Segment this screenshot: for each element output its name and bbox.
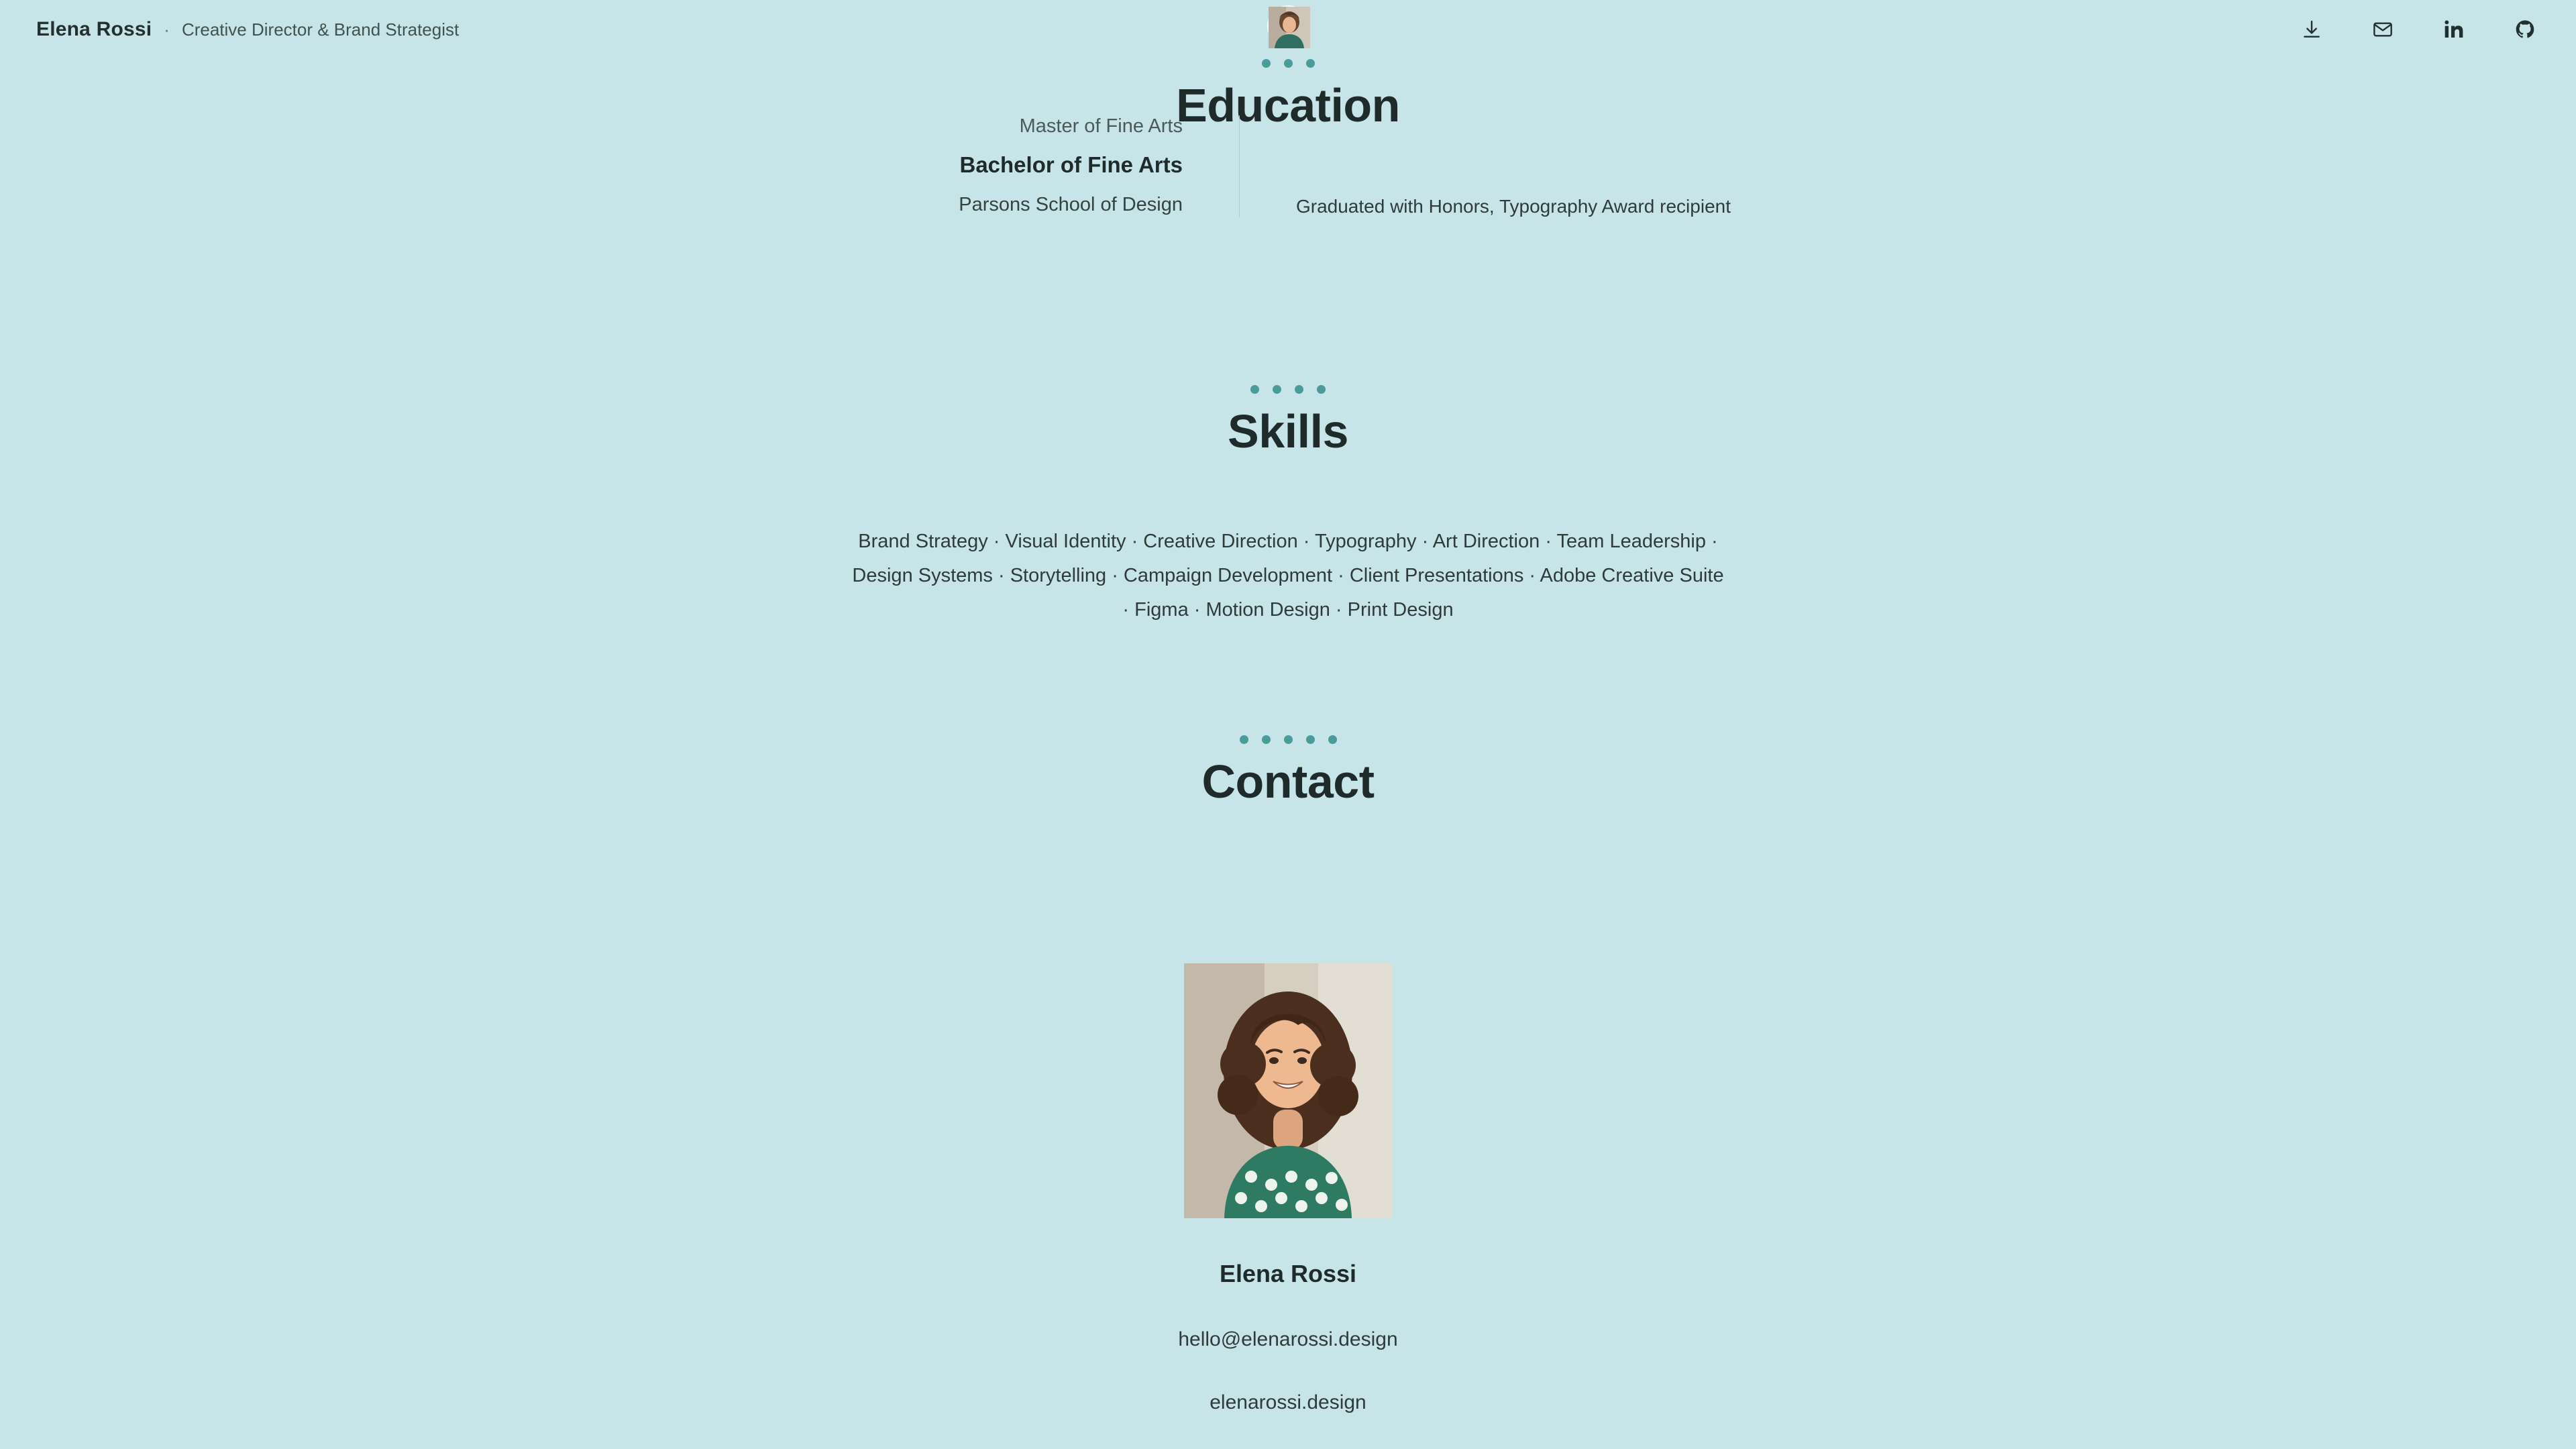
brand-separator: · <box>164 19 170 40</box>
education-degree-ghost: Master of Fine Arts <box>1019 115 1183 137</box>
brand <box>36 18 459 41</box>
dot <box>1240 735 1248 744</box>
skills-list: Brand Strategy · Visual Identity · Creative Direction · Typography · Art Direction · Team Leadership · Design Systems · Storytelling · Campaign Development · Client Presentations · Adobe Creative Suite · Figma · Motion Design · Print Design <box>852 531 1724 621</box>
education-right-column <box>1240 115 1731 217</box>
contact-name: Elena Rossi <box>1219 1260 1357 1288</box>
brand-name: Elena Rossi <box>36 18 152 40</box>
github-icon[interactable] <box>2510 15 2540 44</box>
contact-portrait <box>1184 963 1392 1218</box>
dot <box>1306 59 1315 68</box>
dot <box>1295 385 1303 394</box>
dot <box>1262 59 1271 68</box>
brand-role: Creative Director & Brand Strategist <box>181 19 460 40</box>
contact-website[interactable]: elenarossi.design <box>1210 1391 1366 1414</box>
email-icon[interactable] <box>2368 15 2398 44</box>
dot <box>1284 735 1293 744</box>
education-left-column <box>845 115 1240 217</box>
dot <box>1317 385 1326 394</box>
dot <box>1284 59 1293 68</box>
page-title-skills: Skills <box>1228 405 1348 458</box>
section-dots-skills <box>0 385 2576 394</box>
page-title-contact: Contact <box>1201 755 1375 808</box>
page-title-education: Education <box>1176 79 1400 131</box>
dot <box>1328 735 1337 744</box>
section-education <box>0 59 2576 284</box>
page-scrollbar[interactable] <box>2567 0 2576 1449</box>
download-icon[interactable] <box>2297 15 2326 44</box>
avatar <box>1267 5 1309 47</box>
dot <box>1306 735 1315 744</box>
contact-email[interactable]: hello@elenarossi.design <box>1178 1328 1398 1351</box>
top-bar <box>0 0 2576 59</box>
dot <box>1262 735 1271 744</box>
section-skills <box>0 385 2576 627</box>
education-school: Parsons School of Design <box>959 194 1183 215</box>
top-bar-actions <box>2297 0 2540 59</box>
linkedin-icon[interactable] <box>2439 15 2469 44</box>
resume-page <box>0 59 2576 1414</box>
section-dots-contact <box>0 735 2576 744</box>
dot <box>1273 385 1281 394</box>
section-dots-education <box>0 59 2576 68</box>
education-note: Graduated with Honors, Typography Award recipient <box>1295 196 1731 217</box>
education-entries <box>0 115 2576 284</box>
education-degree: Bachelor of Fine Arts <box>959 152 1183 177</box>
section-contact <box>0 735 2576 1414</box>
dot <box>1250 385 1259 394</box>
